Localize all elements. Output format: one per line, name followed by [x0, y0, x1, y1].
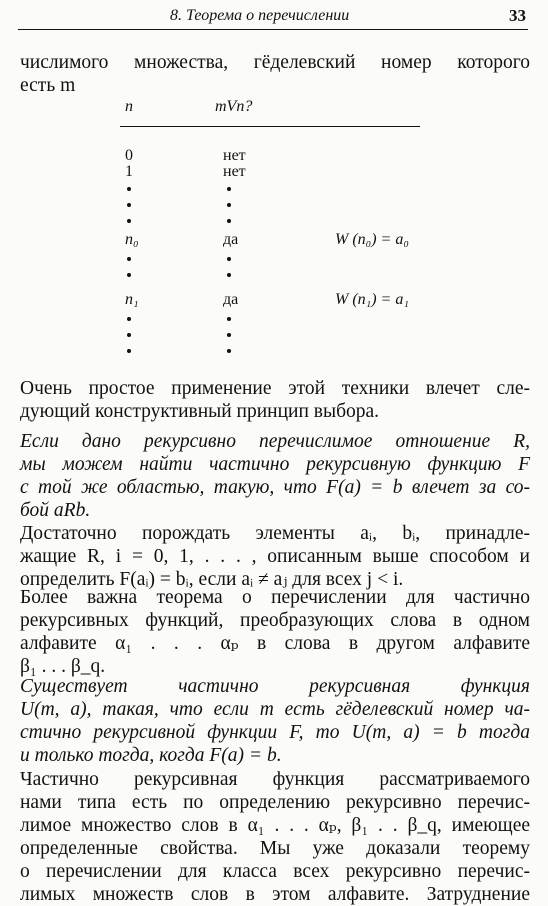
text-line: Частично рекурсивная функция рассматриваемого [20, 769, 530, 790]
ellipsis-dot [227, 349, 231, 353]
header-rule [18, 29, 528, 30]
ellipsis-dot [127, 257, 131, 261]
ellipsis-dot [227, 187, 231, 191]
ellipsis-dot [127, 317, 131, 321]
row-n: n₀ [125, 231, 139, 248]
ellipsis-dot [127, 349, 131, 353]
row-n: 0 [125, 147, 133, 164]
row-answer: да [223, 231, 239, 248]
ellipsis-dot [127, 187, 131, 191]
text-line: рекурсивных функций, преобразующих слова в одном [20, 610, 530, 631]
row-answer: да [223, 291, 239, 308]
text-line: определенные свойства. Мы уже доказали теорему [20, 838, 530, 859]
column-header-m: mVn? [215, 98, 253, 115]
ellipsis-dot [127, 273, 131, 277]
text-line: стично рекурсивной функции F, то U(m, a) = b тогда [20, 722, 530, 743]
running-header [0, 0, 548, 30]
theorem-choice [20, 430, 530, 522]
intro-paragraph [20, 51, 530, 97]
row-note: W (n₁) = a₁ [335, 291, 409, 308]
text-line: Если дано рекурсивно перечислимое отношение R, [20, 431, 530, 452]
text-line: с той же областью, такую, что F(a) = b влечет за со- [20, 477, 530, 498]
text-line: Более важна теорема о перечислении для частично [20, 587, 530, 608]
paragraph-enumeration [20, 586, 530, 678]
text-line: определить F(aᵢ) = bᵢ, если aᵢ ≠ aⱼ для всех j < i. [20, 569, 404, 590]
text-line: алфавите α₁ . . . αₚ в слова в другом алфавите [20, 633, 530, 654]
text-line: U(m, a), такая, что если m есть гёделевский номер ча- [20, 699, 530, 720]
ellipsis-dot [227, 273, 231, 277]
table-rule [120, 126, 420, 127]
chapter-title: 8. Теорема о перечислении [170, 7, 350, 24]
page-number: 33 [509, 6, 526, 25]
text-line: о перечислении для класса всех рекурсивно перечис- [20, 861, 530, 882]
text-line: лимых множеств слов в этом алфавите. Затруднение [20, 884, 530, 905]
text-line: Достаточно порождать элементы aᵢ, bᵢ, принадле- [20, 523, 530, 544]
text-line: нами типа есть по определению рекурсивно перечис- [20, 792, 530, 813]
ellipsis-dot [127, 219, 131, 223]
row-answer: нет [223, 147, 246, 164]
text-line: лимое множество слов в α₁ . . . αₚ, β₁ . . β_q, имеющее [20, 815, 530, 836]
row-n: n₁ [125, 291, 139, 308]
row-n: 1 [125, 163, 133, 180]
text-line: β₁ . . . β_q. [20, 656, 106, 677]
paragraph-definition [20, 768, 530, 906]
text-line: мы можем найти частично рекурсивную функцию F [20, 454, 530, 475]
text-line: есть m [20, 75, 76, 96]
paragraph-application [20, 377, 530, 423]
ellipsis-dot [227, 219, 231, 223]
text-line: и только тогда, когда F(a) = b. [20, 745, 282, 766]
text-line: бой aRb. [20, 500, 91, 521]
ellipsis-dot [127, 203, 131, 207]
text-line: Существует частично рекурсивная функция [20, 676, 530, 697]
ellipsis-dot [227, 333, 231, 337]
ellipsis-dot [227, 257, 231, 261]
ellipsis-dot [127, 333, 131, 337]
text-line: дующий конструктивный принцип выбора. [20, 401, 380, 422]
row-note: W (n₀) = a₀ [335, 231, 409, 248]
row-answer: нет [223, 163, 246, 180]
text-line: числимого множества, гёделевский номер которого [20, 52, 530, 73]
theorem-universal-end [20, 744, 530, 767]
text-line: жащие R, i = 0, 1, . . . , описанным выше способом и [20, 546, 530, 567]
ellipsis-dot [227, 317, 231, 321]
column-header-n: n [125, 98, 133, 115]
paragraph-proof [20, 522, 530, 591]
theorem-universal [20, 675, 530, 744]
ellipsis-dot [227, 203, 231, 207]
text-line: Очень простое применение этой техники влечет сле- [20, 378, 530, 399]
